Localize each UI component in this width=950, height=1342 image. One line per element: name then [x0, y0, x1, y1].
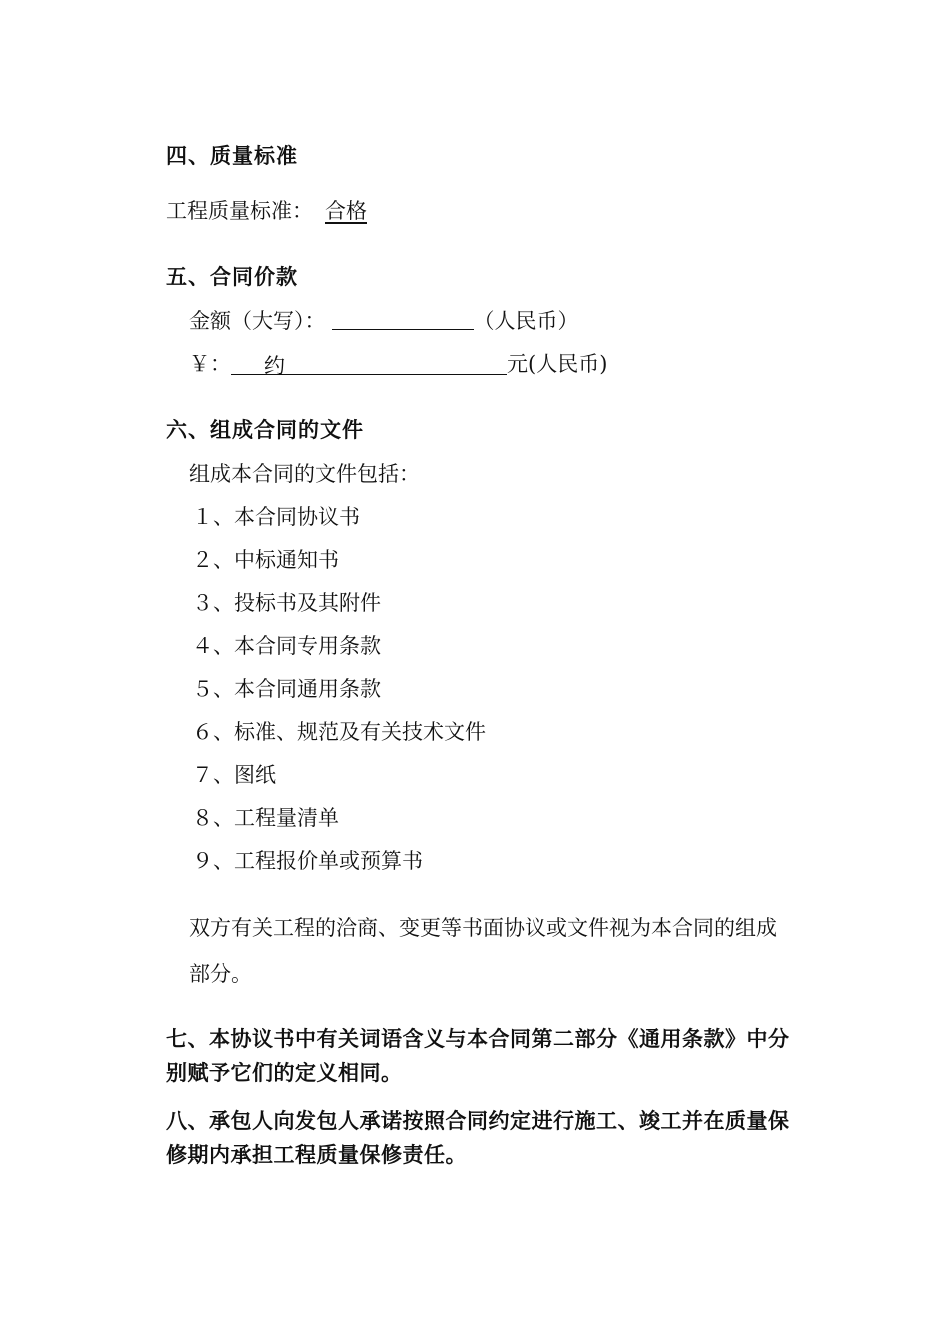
documents-closing-paragraph	[166, 905, 791, 997]
quality-standard-value: 合格	[325, 199, 367, 223]
list-item: １、本合同协议书	[192, 505, 360, 529]
list-item: ７、图纸	[192, 763, 276, 787]
yuan-suffix: 元(人民币)	[507, 352, 608, 376]
list-item: ６、标准、规范及有关技术文件	[192, 720, 486, 744]
quality-standard-label: 工程质量标准：	[166, 199, 313, 223]
amount-line	[189, 307, 579, 335]
documents-intro: 组成本合同的文件包括：	[189, 462, 420, 486]
section-6-heading: 六、组成合同的文件	[166, 418, 364, 442]
amount-suffix: （人民币）	[473, 309, 579, 333]
amount-label: 金额（大写）：	[189, 309, 326, 333]
list-item: ５、本合同通用条款	[192, 677, 381, 701]
amount-blank	[332, 307, 474, 330]
section-7-paragraph: 七、本协议书中有关词语含义与本合同第二部分《通用条款》中分别赋予它们的定义相同。	[166, 1027, 790, 1085]
list-item: ３、投标书及其附件	[192, 591, 381, 615]
section-4-heading: 四、质量标准	[166, 144, 298, 168]
closing-text: 双方有关工程的洽商、变更等书面协议或文件视为本合同的组成部分。	[189, 916, 777, 986]
yuan-blank	[231, 352, 507, 378]
quality-standard-line	[166, 197, 411, 225]
yuan-line	[189, 350, 607, 378]
list-item: ９、工程报价单或预算书	[192, 849, 423, 873]
list-item: ２、中标通知书	[192, 548, 339, 572]
yuan-value: 约	[264, 354, 285, 378]
section-5-heading: 五、合同价款	[166, 265, 298, 289]
section-8-paragraph: 八、承包人向发包人承诺按照合同约定进行施工、竣工并在质量保修期内承担工程质量保修责任。	[166, 1109, 790, 1167]
list-item: ８、工程量清单	[192, 806, 339, 830]
yuan-label: ￥：	[189, 352, 231, 376]
list-item: ４、本合同专用条款	[192, 634, 381, 658]
